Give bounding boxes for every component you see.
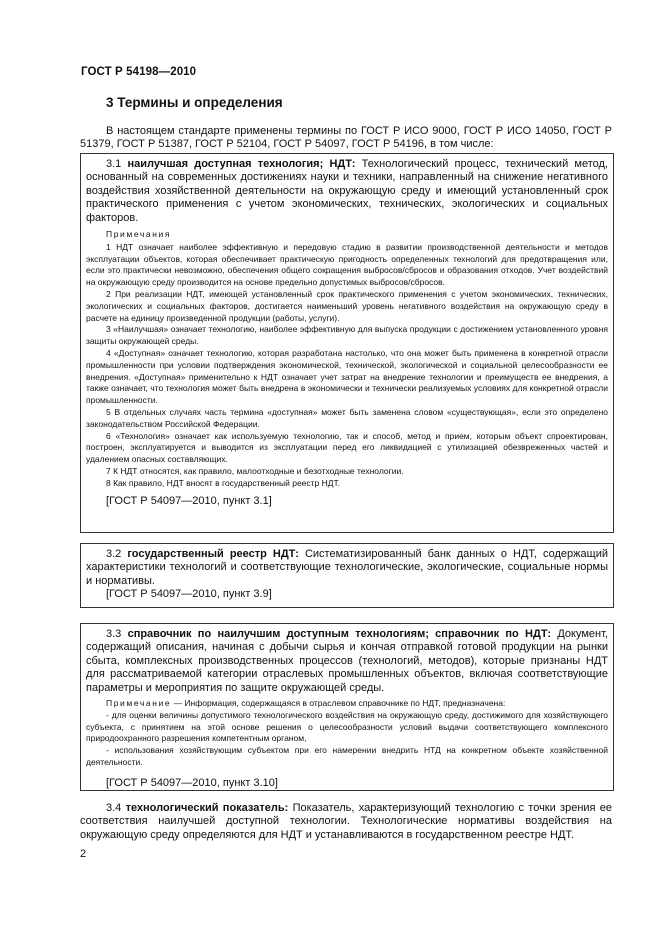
section-title: 3 Термины и определения bbox=[106, 95, 283, 110]
note-text: — Информация, содержащаяся в отраслевом справочнике по НДТ, предназначена: bbox=[171, 698, 506, 709]
note-item: 1 НДТ означает наиболее эффективную и передовую стадию в развитии производственной деятельности и методов эксплуатации объектов, которая обеспечивает практическую пригодность определенных технологий для предотвращения или, если это практически невозможно, обеспечения общего сокращения выбросов/сбросов и образования отходов. Учет воздействий на окружающую среду производится на основе предельно допустимых выбросов/сбросов. bbox=[86, 241, 608, 288]
note-item: 8 Как правило, НДТ вносят в государственный реестр НДТ. bbox=[106, 477, 341, 488]
term-name: технологический показатель: bbox=[125, 802, 289, 814]
term-text: Технологический процесс, технический метод, основанный на современных достижениях науки и техники, направленный на снижение негативного воздействия хозяйственной деятельности на окружающую среду и имеющий установленный срок практического применения с учетом экономических, технических, экологических и социальных факторов. bbox=[86, 158, 608, 224]
notes-heading: Примечания bbox=[106, 229, 172, 240]
page-number: 2 bbox=[80, 848, 87, 860]
term-3-3-definition bbox=[86, 628, 608, 695]
note-item: 3 «Наилучшая» означает технологию, наиболее эффективную для выпуска продукции с достижением установленного уровня защиты окружающей среды. bbox=[86, 324, 608, 347]
term-3-4-definition bbox=[80, 802, 612, 842]
term-number: 3.1 bbox=[106, 158, 128, 170]
term-text: Систематизированный банк данных о НДТ, содержащий характеристики технологий и соответствующие технологические, экологические, социальные нормы и нормативы. bbox=[86, 548, 608, 587]
term-3-2-reference: [ГОСТ Р 54097—2010, пункт 3.9] bbox=[106, 588, 272, 601]
term-3-3-reference: [ГОСТ Р 54097—2010, пункт 3.10] bbox=[106, 776, 278, 789]
term-text: Документ, содержащий описания, начиная с добычи сырья и кончая отправкой готовой продукции на рынки сбыта, комплексных производственных процессов (технологий, методов), которые признаны НДТ для рассматриваемой категории отраслевых промышленных объектов, включая соответствующие параметры и мероприятия по защите окружающей среды. bbox=[86, 628, 608, 694]
term-box-3-3 bbox=[80, 623, 614, 791]
term-name: наилучшая доступная технология; НДТ: bbox=[127, 158, 356, 170]
term-3-2-definition bbox=[86, 548, 608, 588]
term-number: 3.3 bbox=[106, 628, 128, 640]
term-3-1-reference: [ГОСТ Р 54097—2010, пункт 3.1] bbox=[106, 494, 272, 507]
note-item bbox=[86, 698, 608, 710]
document-code: ГОСТ Р 54198—2010 bbox=[81, 66, 197, 78]
note-item: - для оценки величины допустимого технологического воздействия на окружающую среду, достижимого для хозяйствующего субъекта, с принятием на этой основе решения о целесообразности условий выдачи соответствующего комплексного природоохранного разрешения компетентным органом, bbox=[86, 709, 608, 744]
term-number: 3.2 bbox=[106, 548, 128, 560]
intro-paragraph: В настоящем стандарте применены термины по ГОСТ Р ИСО 9000, ГОСТ Р ИСО 14050, ГОСТ Р 51379, ГОСТ Р 51387, ГОСТ Р 52104, ГОСТ Р 54097, ГОСТ Р 54196, в том числе: bbox=[80, 125, 612, 151]
term-name: справочник по наилучшим доступным технологиям; справочник по НДТ: bbox=[127, 628, 552, 640]
note-item: 2 При реализации НДТ, имеющей установленный срок практического применения с учетом экономических, технических, экологических и социальных факторов, достигается наименьший уровень негативного воздействия на окружающую среду в расчете на единицу произведенной продукции (работы, услуги). bbox=[86, 289, 608, 323]
term-box-3-2 bbox=[80, 543, 614, 608]
term-3-1-notes bbox=[86, 229, 608, 490]
note-label: Примечание bbox=[106, 698, 172, 709]
note-item: 4 «Доступная» означает технологию, которая разработана настолько, что она может быть применена в конкретной отрасли промышленности при условии подтверждения экономической, технической, экологической и социальной целесообразности ее внедрения. «Доступная» применительно к НДТ означает учет затрат на внедрение технологии и преимуществ ее внедрения, а также означает, что технология может быть внедрена в экономически и технически реализуемых условиях для конкретной отрасли промышленности. bbox=[86, 348, 608, 406]
note-item: - использования хозяйствующим субъектом при его намерении внедрить НТД на конкретном объекте хозяйственной деятельности. bbox=[86, 745, 608, 768]
term-text: Показатель, характеризующий технологию с точки зрения ее соответствия наилучшей доступной технологии. Технологические нормативы воздействия на окружающую среду определяются для НДТ и устанавливаются в государственном реестре НДТ. bbox=[80, 802, 612, 841]
term-number: 3.4 bbox=[106, 802, 126, 814]
term-box-3-1 bbox=[80, 153, 614, 533]
term-name: государственный реестр НДТ: bbox=[127, 548, 299, 560]
term-3-1-definition bbox=[86, 158, 608, 225]
term-3-3-note bbox=[86, 698, 608, 769]
note-item: 6 «Технология» означает как используемую технологию, так и способ, метод и прием, которым объект спроектирован, построен, эксплуатируется и выводится из эксплуатации перед его ликвидацией с утилизацией обезвреженных частей и удалением опасных составляющих. bbox=[86, 430, 608, 465]
note-item: 7 К НДТ относятся, как правило, малоотходные и безотходные технологии. bbox=[106, 465, 404, 476]
note-item: 5 В отдельных случаях часть термина «доступная» может быть заменена словом «существующая», если это определено законодательством Российской Федерации. bbox=[86, 406, 608, 429]
